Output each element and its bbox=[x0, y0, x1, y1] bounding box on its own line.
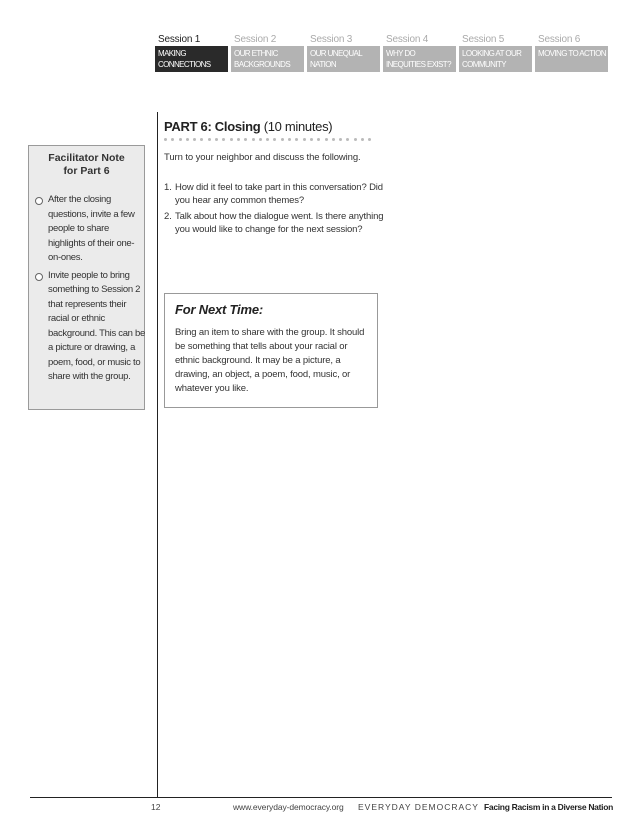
session-title: MAKING CONNECTIONS bbox=[158, 49, 211, 69]
session-tab-2 bbox=[231, 34, 307, 72]
session-title: LOOKING AT OUR COMMUNITY bbox=[462, 49, 522, 69]
facilitator-note-text: After the closing questions, invite a few people to share highlights of their one-on-ones. bbox=[48, 194, 135, 263]
session-number: Session 1 bbox=[158, 34, 201, 45]
circle-bullet-icon bbox=[35, 273, 43, 281]
session-title-box bbox=[459, 46, 532, 72]
facilitator-note-title-line2: for Part 6 bbox=[63, 165, 110, 177]
session-tab-6 bbox=[535, 34, 611, 72]
question-text: How did it feel to take part in this conversation? Did you hear any common themes? bbox=[175, 182, 383, 206]
intro-text: Turn to your neighbor and discuss the following. bbox=[164, 152, 361, 163]
question-item bbox=[164, 181, 384, 207]
session-tab-4 bbox=[383, 34, 459, 72]
session-number: Session 6 bbox=[538, 34, 581, 45]
facilitator-note-text: Invite people to bring something to Session 2 that represents their racial or ethnic background. This can be a picture or drawing, a poem, food, or music to share with the group. bbox=[48, 269, 145, 382]
circle-bullet-icon bbox=[35, 197, 43, 205]
part-duration: (10 minutes) bbox=[263, 119, 333, 134]
facilitator-note-item bbox=[35, 193, 145, 266]
footer-rule bbox=[30, 797, 612, 798]
facilitator-note-title-line1: Facilitator Note bbox=[48, 152, 125, 164]
facilitator-note-box bbox=[28, 145, 145, 410]
session-tab-3 bbox=[307, 34, 383, 72]
question-number: 2. bbox=[164, 211, 172, 222]
session-number: Session 5 bbox=[462, 34, 505, 45]
session-number: Session 4 bbox=[386, 34, 429, 45]
facilitator-note-item bbox=[35, 269, 145, 385]
footer-brand: EVERYDAY DEMOCRACY bbox=[358, 802, 479, 812]
session-number: Session 3 bbox=[310, 34, 353, 45]
session-tab-1 bbox=[155, 34, 231, 72]
session-tab-5 bbox=[459, 34, 535, 72]
next-time-box bbox=[164, 293, 378, 408]
question-item bbox=[164, 210, 384, 236]
next-time-title: For Next Time: bbox=[175, 302, 263, 317]
footer-publication-title: Facing Racism in a Diverse Nation bbox=[484, 802, 613, 812]
footer-url: www.everyday-democracy.org bbox=[233, 802, 344, 812]
session-title-box bbox=[307, 46, 380, 72]
session-number: Session 2 bbox=[234, 34, 277, 45]
question-number: 1. bbox=[164, 182, 172, 193]
page-number: 12 bbox=[151, 802, 161, 812]
session-tabs bbox=[155, 34, 611, 72]
facilitator-note-title bbox=[29, 152, 144, 178]
next-time-body: Bring an item to share with the group. It should be something that tells about your racial or ethnic background. It may be a picture, a drawing, an object, a poem, food, music, or whatever you like. bbox=[175, 327, 365, 394]
column-divider bbox=[157, 112, 158, 798]
part-heading bbox=[164, 119, 332, 134]
session-title: OUR ETHNIC BACKGROUNDS bbox=[234, 49, 291, 69]
facilitator-note-list bbox=[35, 193, 145, 388]
dotted-divider bbox=[164, 138, 380, 144]
part-title: PART 6: Closing bbox=[164, 119, 261, 134]
session-title: MOVING TO ACTION bbox=[538, 49, 606, 58]
question-text: Talk about how the dialogue went. Is there anything you would like to change for the next session? bbox=[175, 211, 384, 235]
session-title-box bbox=[535, 46, 608, 72]
session-title: OUR UNEQUAL NATION bbox=[310, 49, 362, 69]
session-title: WHY DO INEQUITIES EXIST? bbox=[386, 49, 451, 69]
session-title-box bbox=[383, 46, 456, 72]
session-title-box bbox=[155, 46, 228, 72]
question-list bbox=[164, 181, 384, 239]
session-title-box bbox=[231, 46, 304, 72]
